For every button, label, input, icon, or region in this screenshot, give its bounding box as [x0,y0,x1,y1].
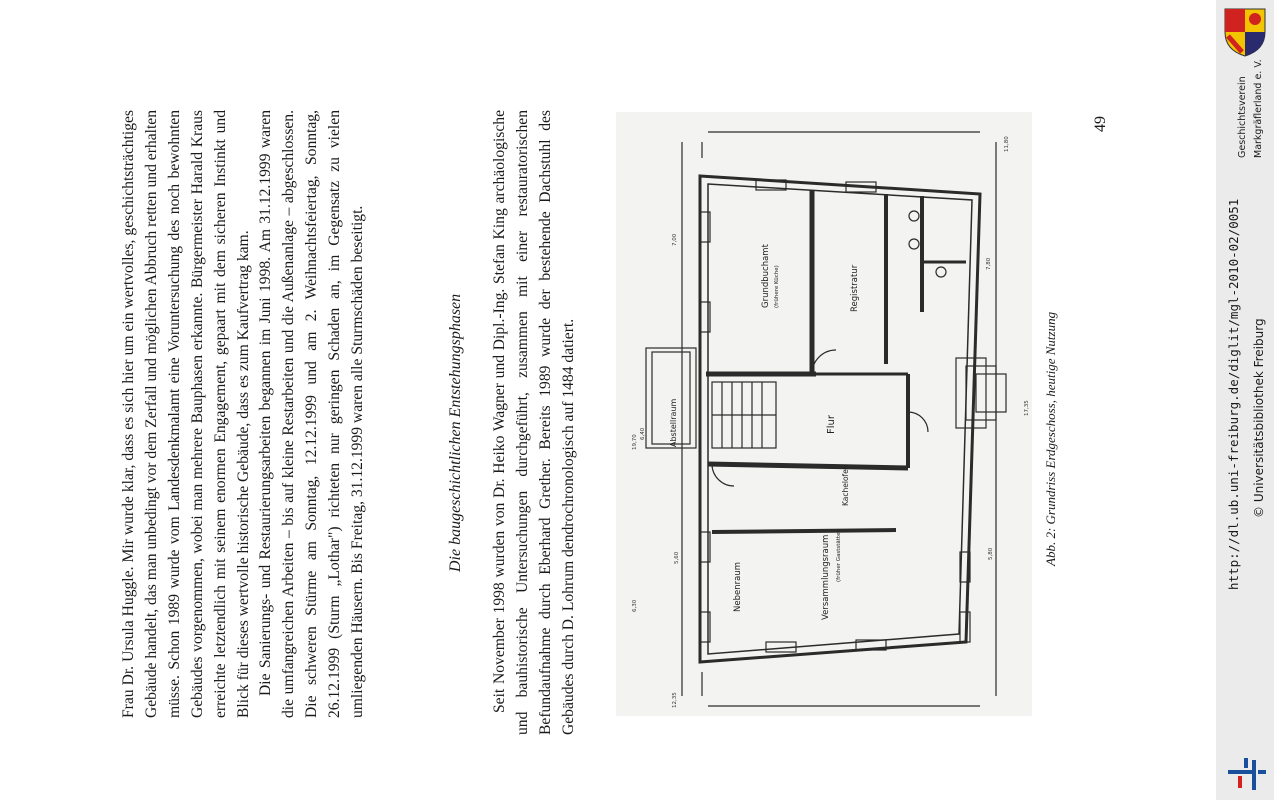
entrance-steps [956,358,986,428]
wall-nebenraum [712,530,896,532]
room-nebenraum: Nebenraum [733,562,743,612]
text-block-upper [118,110,370,718]
page-number: 49 [1092,116,1109,132]
dim-label: 11,80 [1004,136,1010,152]
coat-of-arms-icon [1222,6,1268,58]
room-grundbuchamt-sub: (frühere Küche) [774,265,780,308]
dim-label: 17,35 [1024,400,1030,416]
wall-flur-lower [708,464,908,468]
dim-label: 6,40 [640,427,646,440]
room-versammlungsraum: Versammlungsraum [821,534,831,620]
dim-label: 6,30 [632,599,638,612]
library-logo-icon [1224,754,1268,794]
paragraph-3: Seit November 1998 wurden von Dr. Heiko Wagner und Dipl.-Ing. Stefan King archäologische und bauhistorische Untersuchungen durchgeführt, zusammen mit einer restauratorischen Befundaufnahme durch Eberhard Grether. Bereits 1989 wurde der bestehende Dachstuhl des Gebäudes durch D. Lohrum dendrochronologisch auf 1484 datiert. [491,110,577,735]
library-sidebar [1216,0,1274,800]
room-abstellraum: Abstellraum [669,398,678,447]
dim-label: 5,80 [988,547,994,560]
floorplan-drawing [616,112,1032,716]
dim-label: 7,00 [672,233,678,246]
room-flur: Flur [826,415,837,434]
text-block-lower [489,110,581,735]
digitization-url[interactable]: http://dl.ub.uni-freiburg.de/diglit/mgl-2010-02/0051 [1226,198,1241,590]
society-name-line2: Markgräflerland e. V. [1253,59,1264,158]
room-versammlungsraum-sub: (früher Gaststätte) [836,530,842,582]
room-grundbuchamt: Grundbuchamt [761,244,771,308]
dim-label: 7,80 [986,257,992,270]
figure-caption: Abb. 2: Grundriss Erdgeschoss, heutige Nutzung [1043,311,1058,566]
room-kachelofen: Kachelofen [841,464,850,506]
section-heading: Die baugeschichtlichen Entstehungsphasen [447,293,464,572]
room-registratur: Registratur [850,264,860,312]
copyright-notice: © Universitätsbibliothek Freiburg [1252,318,1266,518]
dim-label: 19,70 [632,434,638,450]
society-name-line1: Geschichtsverein [1237,76,1248,158]
dim-label: 5,60 [674,551,680,564]
floorplan-image [616,112,1032,716]
paragraph-1: Frau Dr. Ursula Huggle. Mir wurde klar, dass es sich hier um ein wertvolles, geschichtsträchtiges Gebäude handelt, das man unbedingt vor dem Zerfall und möglichen Abbruch retten und erhalten müsse. Schon 1989 wurde vom Landesdenkmalamt eine Voruntersuchung des noch bewohnten Gebäudes vorgenommen, wobei man mehrere Bauphasen erkannte. Bürgermeister Harald Kraus erreichte letztendlich mit seinem enormen Engagement, gepaart mit dem sicheren Instinkt und Blick für dieses wertvolle historische Gebäude, dass es zum Kaufvertrag kam. [120,110,252,718]
dim-label: 12,35 [672,692,678,708]
paragraph-2: Die Sanierungs- und Restaurierungsarbeiten begannen im Juni 1998. Am 31.12.1999 waren die umfangreichen Arbeiten – bis auf kleine Restarbeiten und die Außenanlage – abgeschlossen. Die schweren Stürme am Sonntag, 12.12.1999 und am 2. Weihnachtsfeiertag, Sonntag, 26.12.1999 (Sturm „Lothar") richteten nur geringen Schaden an, im Gegensatz zu vielen umliegenden Häusern. Bis Freitag, 31.12.1999 waren alle Sturmschäden beseitigt. [257,110,367,718]
